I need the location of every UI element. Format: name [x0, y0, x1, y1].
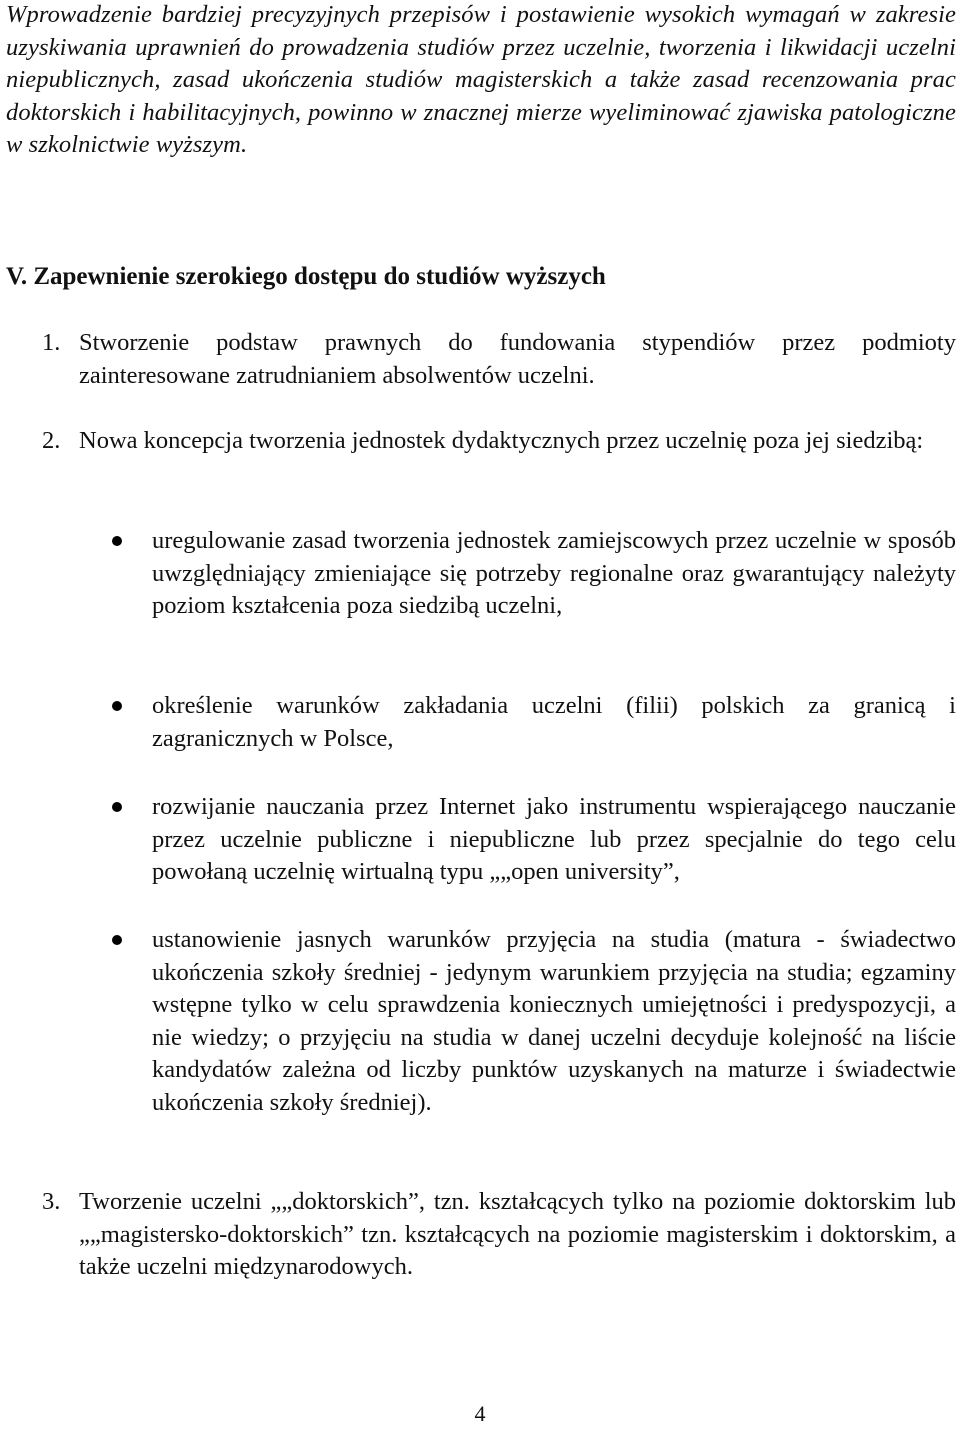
bullet-icon [112, 802, 122, 812]
item-number: 3. [42, 1188, 61, 1215]
bullet-text: rozwijanie nauczania przez Internet jako instrumentu wspierającego nauczanie przez uczelnie publiczne i niepubliczne lub przez specjalnie do tego celu powołaną uczelnię wirtualną typu „„open university”, [152, 793, 956, 885]
page-number: 4 [474, 1401, 486, 1426]
item-text: Stworzenie podstaw prawnych do fundowania stypendiów przez podmioty zainteresowane zatrudnianiem absolwentów uczelni. [79, 329, 956, 389]
bullet-item-2 [112, 690, 956, 755]
numbered-item-1 [42, 327, 956, 392]
item-number: 2. [42, 427, 61, 454]
item-text: Tworzenie uczelni „„doktorskich”, tzn. kształcących tylko na poziomie doktorskim lub „„magistersko-doktorskich” tzn. kształcących na poziomie magisterskim i doktorskim, a także uczelni międzynarodowych. [79, 1188, 956, 1280]
numbered-item-2 [42, 425, 956, 458]
item-number: 1. [42, 329, 61, 356]
intro-paragraph: Wprowadzenie bardziej precyzyjnych przepisów i postawienie wysokich wymagań w zakresie uzyskiwania uprawnień do prowadzenia studiów przez uczelnie, tworzenia i likwidacji uczelni niepublicznych, zasad ukończenia studiów magisterskich a także zasad recenzowania prac doktorskich i habilitacyjnych, powinno w znacznej mierze wyeliminować zjawiska patologiczne w szkolnictwie wyższym. [6, 1, 956, 158]
bullet-item-3 [112, 791, 956, 889]
bullet-text: ustanowienie jasnych warunków przyjęcia na studia (matura - świadectwo ukończenia szkoły średniej - jedynym warunkiem przyjęcia na studia; egzaminy wstępne tylko w celu sprawdzenia koniecznych umiejętności i predyspozycji, a nie wiedzy; o przyjęciu na studia w danej uczelni decyduje kolejność na liście kandydatów zależna od liczby punktów uzyskanych na maturze i świadectwie ukończenia szkoły średniej). [152, 926, 956, 1116]
item-text: Nowa koncepcja tworzenia jednostek dydaktycznych przez uczelnię poza jej siedzibą: [79, 427, 924, 454]
numbered-item-3 [42, 1186, 956, 1284]
bullet-text: uregulowanie zasad tworzenia jednostek zamiejscowych przez uczelnie w sposób uwzględniający zmieniające się potrzeby regionalne oraz gwarantujący należyty poziom kształcenia poza siedzibą uczelni, [152, 527, 956, 619]
bullet-text: określenie warunków zakładania uczelni (filii) polskich za granicą i zagranicznych w Polsce, [152, 692, 956, 752]
bullet-icon [112, 935, 122, 945]
bullet-icon [112, 701, 122, 711]
section-heading: V. Zapewnienie szerokiego dostępu do studiów wyższych [6, 263, 606, 290]
bullet-item-1 [112, 525, 956, 623]
bullet-item-4 [112, 924, 956, 1119]
bullet-icon [112, 536, 122, 546]
